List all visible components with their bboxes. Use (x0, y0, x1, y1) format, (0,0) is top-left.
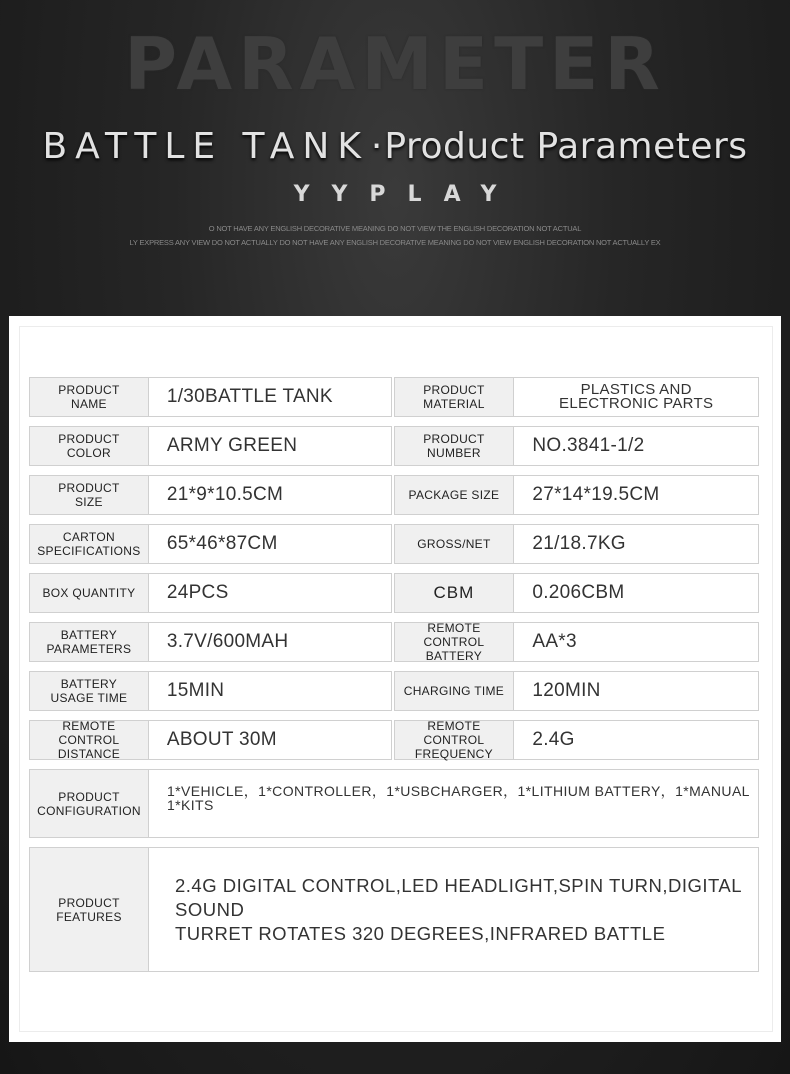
decorative-text-line-2: LY EXPRESS ANY VIEW DO NOT ACTUALLY DO NOT HAVE ANY ENGLISH DECORATIVE MEANING DO NOT VIEW ENGLISH DECORATION NOT ACTUALLY EX (129, 238, 661, 247)
features-label: PRODUCT FEATURES (29, 847, 149, 972)
param-value: 3.7V/600MAH (148, 622, 392, 662)
param-label: BATTERY PARAMETERS (29, 622, 149, 662)
param-label: CARTON SPECIFICATIONS (29, 524, 149, 564)
param-label: CBM (394, 573, 515, 613)
title-subtitle: Product Parameters (384, 126, 748, 167)
param-label: REMOTE CONTROL FREQUENCY (394, 720, 515, 760)
parameters-panel (9, 316, 781, 1042)
param-value: 2.4G (513, 720, 759, 760)
brand-name: YYPLAY (293, 182, 519, 207)
param-value: 120MIN (513, 671, 759, 711)
param-value: 1/30BATTLE TANK (148, 377, 392, 417)
param-value: 15MIN (148, 671, 392, 711)
param-label: BOX QUANTITY (29, 573, 149, 613)
param-value: 21*9*10.5CM (148, 475, 392, 515)
param-label: PRODUCT MATERIAL (394, 377, 515, 417)
param-row (29, 720, 759, 760)
title-dot: · (370, 126, 383, 167)
config-label: PRODUCT CONFIGURATION (29, 769, 149, 838)
features-value: 2.4G DIGITAL CONTROL,LED HEADLIGHT,SPIN TURN,DIGITAL SOUND TURRET ROTATES 320 DEGREES,INFRARED BATTLE (148, 847, 759, 972)
param-row (29, 573, 759, 613)
param-label: PRODUCT SIZE (29, 475, 149, 515)
param-label: PACKAGE SIZE (394, 475, 515, 515)
param-label: PRODUCT NUMBER (394, 426, 515, 466)
param-value: ARMY GREEN (148, 426, 392, 466)
background-title: PARAMETER (124, 22, 666, 106)
param-value: 0.206CBM (513, 573, 759, 613)
param-value: 24PCS (148, 573, 392, 613)
param-value: ABOUT 30M (148, 720, 392, 760)
param-value: AA*3 (513, 622, 759, 662)
header (0, 0, 790, 300)
param-value: 21/18.7KG (513, 524, 759, 564)
param-value: NO.3841-1/2 (513, 426, 759, 466)
param-label: BATTERY USAGE TIME (29, 671, 149, 711)
param-value: 65*46*87CM (148, 524, 392, 564)
param-label: GROSS/NET (394, 524, 515, 564)
title-product-name: BATTLE TANK (42, 126, 369, 167)
param-value: PLASTICS AND ELECTRONIC PARTS (513, 377, 759, 417)
config-row (29, 769, 759, 838)
decorative-text-line-1: O NOT HAVE ANY ENGLISH DECORATIVE MEANING DO NOT VIEW THE ENGLISH DECORATION NOT ACTUAL (208, 224, 582, 233)
param-value: 27*14*19.5CM (513, 475, 759, 515)
param-row (29, 475, 759, 515)
param-row (29, 622, 759, 662)
param-label: PRODUCT NAME (29, 377, 149, 417)
page-title (0, 126, 790, 167)
param-row (29, 426, 759, 466)
param-row (29, 377, 759, 417)
param-label: PRODUCT COLOR (29, 426, 149, 466)
param-label: REMOTE CONTROL BATTERY (394, 622, 515, 662)
param-row (29, 524, 759, 564)
config-value: 1*VEHICLE，1*CONTROLLER，1*USBCHARGER，1*LITHIUM BATTERY，1*MANUAL 1*KITS (148, 769, 759, 838)
param-label: REMOTE CONTROL DISTANCE (29, 720, 149, 760)
param-row (29, 671, 759, 711)
features-row (29, 847, 759, 972)
param-label: CHARGING TIME (394, 671, 515, 711)
